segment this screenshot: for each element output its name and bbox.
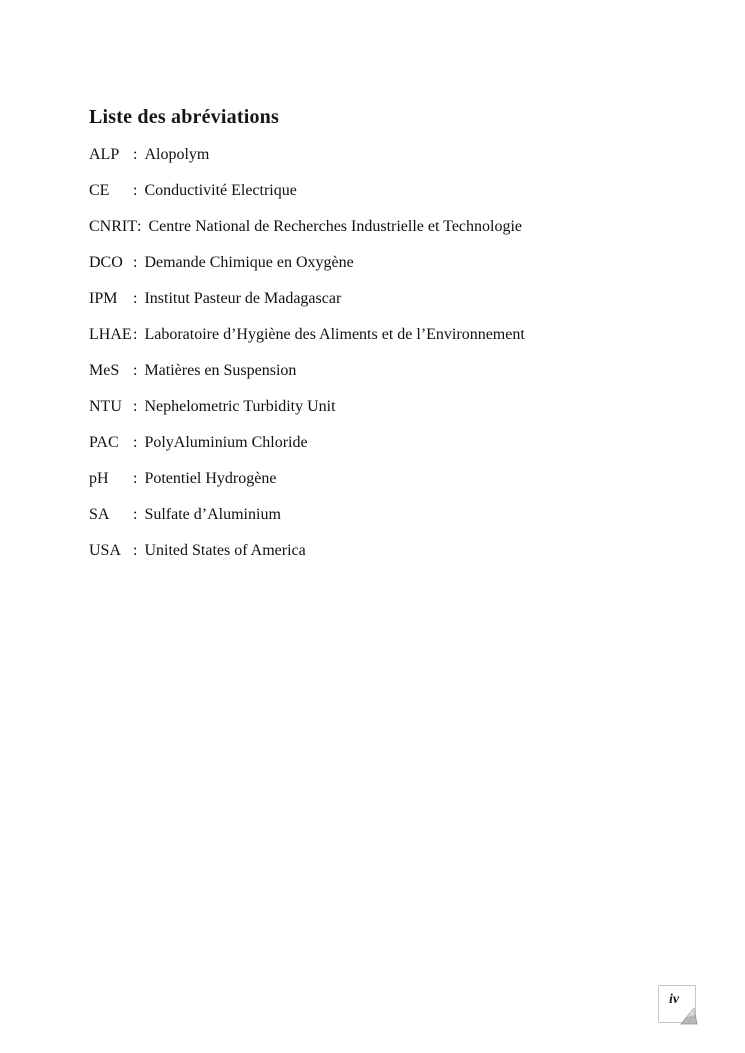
separator-colon: :	[133, 470, 138, 487]
abbreviation-definition: Sulfate d’Aluminium	[144, 506, 281, 523]
abbreviation-term: ALP	[89, 146, 120, 163]
abbreviation-term: CE	[89, 182, 110, 199]
abbreviation-row	[89, 399, 685, 415]
abbreviation-term: SA	[89, 506, 110, 523]
abbreviation-term: CNRIT	[89, 218, 137, 235]
separator-colon: :	[133, 362, 138, 379]
abbreviation-definition: Laboratoire d’Hygiène des Aliments et de l’Environnement	[144, 326, 525, 343]
separator-colon: :	[133, 146, 138, 163]
abbreviation-row	[89, 543, 685, 559]
separator-colon: :	[133, 182, 138, 199]
abbreviation-term: USA	[89, 542, 122, 559]
page-number-box	[658, 985, 696, 1023]
abbreviation-definition: Matières en Suspension	[144, 362, 297, 379]
page-content	[89, 107, 685, 579]
abbreviation-row	[89, 471, 685, 487]
abbreviation-term: PAC	[89, 434, 119, 451]
separator-colon: :	[133, 290, 138, 307]
abbreviation-row	[89, 219, 685, 235]
abbreviation-row	[89, 255, 685, 271]
separator-colon: :	[133, 398, 138, 415]
page-number: iv	[668, 992, 680, 1007]
abbreviation-definition: Demande Chimique en Oxygène	[144, 254, 354, 271]
abbreviation-row	[89, 435, 685, 451]
abbreviation-definition: Potentiel Hydrogène	[144, 470, 277, 487]
page-title: Liste des abréviations	[89, 106, 279, 128]
abbreviation-definition: Conductivité Electrique	[144, 182, 297, 199]
abbreviation-definition: Centre National de Recherches Industrielle et Technologie	[148, 218, 523, 235]
separator-colon: :	[133, 506, 138, 523]
abbreviation-row	[89, 507, 685, 523]
abbreviation-term: MeS	[89, 362, 120, 379]
abbreviation-definition: Institut Pasteur de Madagascar	[144, 290, 342, 307]
abbreviation-definition: PolyAluminium Chloride	[144, 434, 308, 451]
abbreviation-term: LHAE	[89, 326, 132, 343]
abbreviation-row	[89, 327, 685, 343]
separator-colon: :	[133, 326, 138, 343]
separator-colon: :	[133, 254, 138, 271]
abbreviation-row	[89, 291, 685, 307]
abbreviation-term: pH	[89, 470, 109, 487]
abbreviation-term: DCO	[89, 254, 123, 271]
abbreviation-term: NTU	[89, 398, 122, 415]
separator-colon: :	[133, 542, 138, 559]
abbreviation-list	[89, 147, 685, 559]
abbreviation-definition: Nephelometric Turbidity Unit	[144, 398, 336, 415]
abbreviation-row	[89, 363, 685, 379]
separator-colon: :	[137, 218, 142, 235]
abbreviation-row	[89, 183, 685, 199]
abbreviation-term: IPM	[89, 290, 118, 307]
separator-colon: :	[133, 434, 138, 451]
abbreviation-definition: Alopolym	[144, 146, 210, 163]
abbreviation-definition: United States of America	[144, 542, 306, 559]
abbreviation-row	[89, 147, 685, 163]
folded-corner-icon	[679, 1006, 699, 1026]
